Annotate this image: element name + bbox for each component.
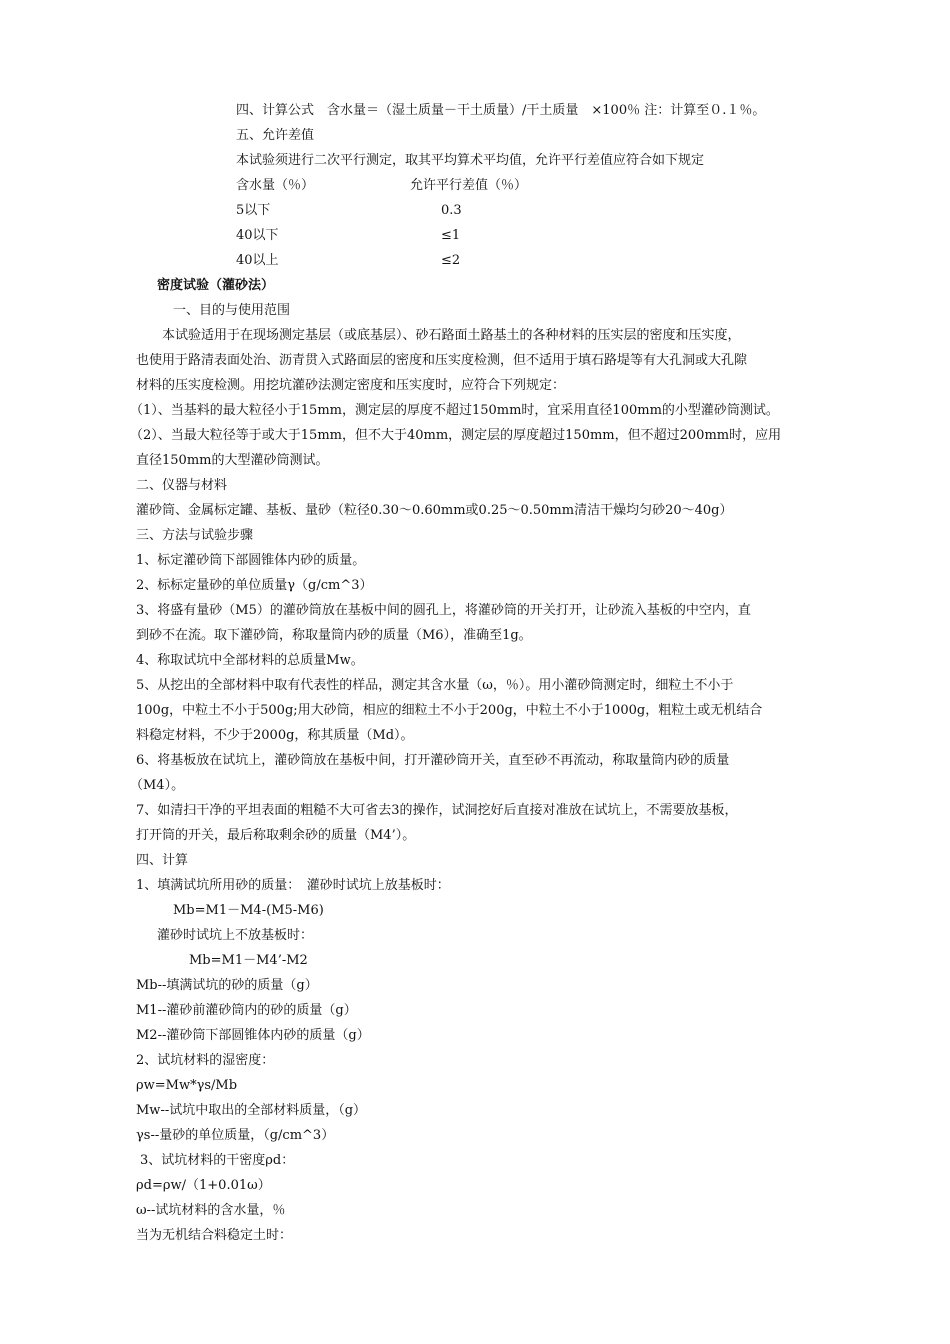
calculation-heading: 四、计算 <box>136 853 189 868</box>
definition-line: ω--试坑材料的含水量，％ <box>136 1203 286 1218</box>
table-cell-moisture: 40以下 <box>236 228 279 243</box>
table-cell-tolerance: 0.3 <box>441 203 462 218</box>
formula-line: ρd=ρw/（1+0.01ω） <box>136 1178 271 1193</box>
list-item-continuation: 直径150mm的大型灌砂筒测试。 <box>136 453 329 468</box>
step-line: 2、标标定量砂的单位质量γ（g/cm^3） <box>136 578 373 593</box>
step-line: 100g，中粒土不小于500g;用大砂筒，相应的细粒土不小于200g，中粒土不小于1000g，粗粒土或无机结合 <box>136 703 763 718</box>
table-header-moisture: 含水量（％） <box>236 178 315 193</box>
moisture-formula-line: 四、计算公式 含水量＝（湿土质量－干土质量）/干土质量 ×100％ 注：计算至０.１％。 <box>236 103 766 118</box>
instruments-text: 灌砂筒、金属标定罐、基板、量砂（粒径0.30～0.60mm或0.25～0.50mm清洁干燥均匀砂20～40g） <box>136 503 733 518</box>
formula-line: Mb=M1－M4-(M5-M6) <box>173 903 324 918</box>
step-line: 4、称取试坑中全部材料的总质量Mw。 <box>136 653 364 668</box>
step-line: 打开筒的开关，最后称取剩余砂的质量（M4’）。 <box>136 828 416 843</box>
purpose-heading: 一、目的与使用范围 <box>173 303 291 318</box>
step-line: 到砂不在流。取下灌砂筒，称取量筒内砂的质量（M6），准确至1g。 <box>136 628 532 643</box>
calc-line: 3、试坑材料的干密度ρd： <box>140 1153 295 1168</box>
step-line: 7、如清扫干净的平坦表面的粗糙不大可省去3的操作，试洞挖好后直接对准放在试坑上，不需要放基板， <box>136 803 738 818</box>
step-line: 1、标定灌砂筒下部圆锥体内砂的质量。 <box>136 553 366 568</box>
tolerance-heading: 五、允许差值 <box>236 128 315 143</box>
tolerance-intro: 本试验须进行二次平行测定，取其平均算术平均值，允许平行差值应符合如下规定 <box>236 153 705 168</box>
definition-line: M2--灌砂筒下部圆锥体内砂的质量（g） <box>136 1028 370 1043</box>
list-item: （1）、当基料的最大粒径小于15mm，测定层的厚度不超过150mm时，宜采用直径100mm的小型灌砂筒测试。 <box>130 403 779 418</box>
calc-line: 1、填满试坑所用砂的质量： 灌砂时试坑上放基板时： <box>136 878 450 893</box>
step-line: 3、将盛有量砂（M5）的灌砂筒放在基板中间的圆孔上，将灌砂筒的开关打开，让砂流入基板的中空内，直 <box>136 603 751 618</box>
paragraph-line: 也使用于路清表面处治、沥青贯入式路面层的密度和压实度检测，但不适用于填石路堤等有大孔洞或大孔隙 <box>136 353 748 368</box>
table-header-tolerance: 允许平行差值（％） <box>410 178 528 193</box>
table-cell-moisture: 5以下 <box>236 203 271 218</box>
definition-line: Mw--试坑中取出的全部材料质量，（g） <box>136 1103 367 1118</box>
step-line: 5、从挖出的全部材料中取有代表性的样品，测定其含水量（ω，％）。用小灌砂筒测定时，细粒土不小于 <box>136 678 734 693</box>
table-cell-tolerance: ≤2 <box>441 253 461 268</box>
calc-line: 灌砂时试坑上不放基板时： <box>157 928 314 943</box>
step-line: （M4）。 <box>130 778 185 793</box>
section-title-density-test: 密度试验（灌砂法） <box>157 278 275 293</box>
calc-line: 2、试坑材料的湿密度： <box>136 1053 275 1068</box>
formula-line: ρw=Mw*γs/Mb <box>136 1078 238 1093</box>
method-heading: 三、方法与试验步骤 <box>136 528 254 543</box>
paragraph-line: 材料的压实度检测。用挖坑灌砂法测定密度和压实度时，应符合下列规定： <box>136 378 566 393</box>
formula-line: Mb=M1－M4’-M2 <box>189 953 308 968</box>
table-cell-tolerance: ≤1 <box>441 228 461 243</box>
paragraph-line: 本试验适用于在现场测定基层（或底基层）、砂石路面土路基土的各种材料的压实层的密度和压实度， <box>162 328 741 343</box>
list-item: （2）、当最大粒径等于或大于15mm，但不大于40mm，测定层的厚度超过150mm，但不超过200mm时，应用 <box>130 428 782 443</box>
definition-line: γs--量砂的单位质量，（g/cm^3） <box>136 1128 335 1143</box>
step-line: 料稳定材料，不少于2000g，称其质量（Md）。 <box>136 728 414 743</box>
calc-line: 当为无机结合料稳定土时： <box>136 1228 293 1243</box>
definition-line: M1--灌砂前灌砂筒内的砂的质量（g） <box>136 1003 357 1018</box>
definition-line: Mb--填满试坑的砂的质量（g） <box>136 978 318 993</box>
step-line: 6、将基板放在试坑上，灌砂筒放在基板中间，打开灌砂筒开关，直至砂不再流动，称取量筒内砂的质量 <box>136 753 730 768</box>
table-cell-moisture: 40以上 <box>236 253 279 268</box>
instruments-heading: 二、仪器与材料 <box>136 478 228 493</box>
